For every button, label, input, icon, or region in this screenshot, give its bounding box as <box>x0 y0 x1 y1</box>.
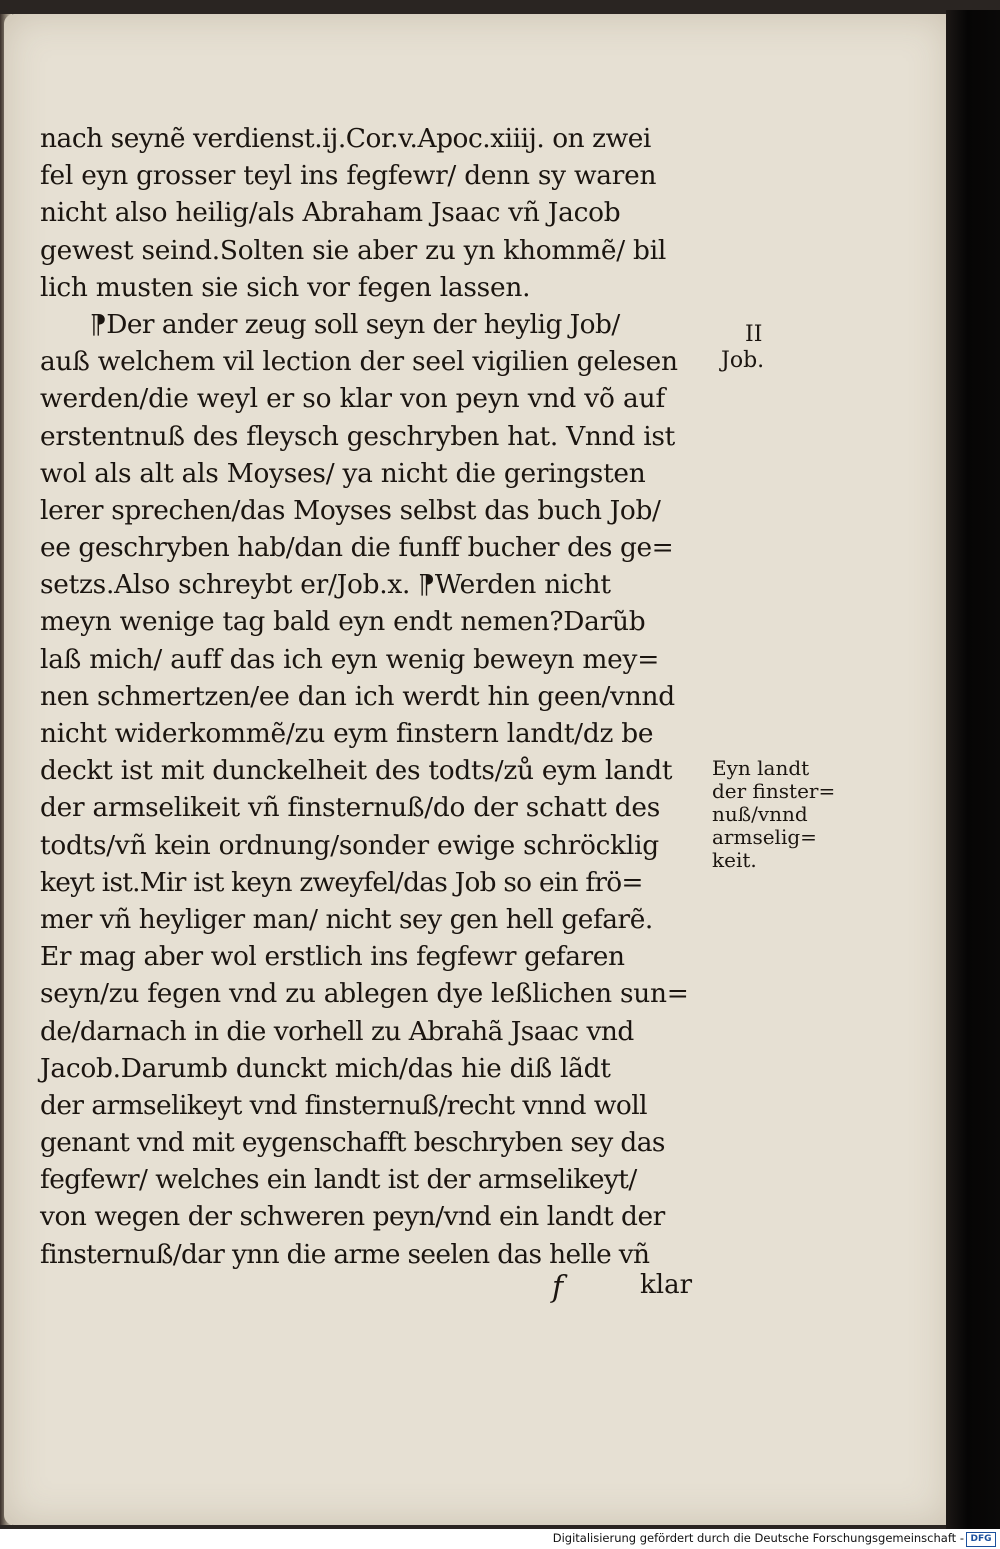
text-line-19: der armselikeit vñ finsternuß/do der schatt des <box>40 792 661 824</box>
text-line-26: Jacob.Darumb dunckt mich/das hie diß lãdt <box>40 1052 611 1084</box>
margin-note-landt <box>712 757 835 872</box>
text-line-20: todts/vñ kein ordnung/sonder ewige schröcklig <box>40 829 659 861</box>
text-line-29: fegfewr/ welches ein landt ist der armselikeyt/ <box>40 1164 637 1196</box>
text-line-14: meyn wenige tag bald eyn endt nemen?Darũb <box>40 606 646 638</box>
main-text-block <box>40 120 712 1273</box>
text-line-15: laß mich/ auff das ich eyn wenig beweyn mey= <box>40 643 660 675</box>
text-line-28: genant vnd mit eygenschafft beschryben sey das <box>40 1127 665 1159</box>
text-line-16: nen schmertzen/ee dan ich werdt hin geen/vnnd <box>40 680 675 712</box>
text-line-24: seyn/zu fegen vnd zu ablegen dye leßlichen sun= <box>40 978 689 1010</box>
text-line-31: finsternuß/dar ynn die arme seelen das helle vñ <box>40 1238 650 1270</box>
margin-note-job-label: Job. <box>721 348 765 373</box>
text-line-22: mer vñ heyliger man/ nicht sey gen hell gefarẽ. <box>40 903 653 935</box>
text-line-18: deckt ist mit dunckelheit des todts/zů eym landt <box>40 755 673 787</box>
text-line-2: fel eyn grosser teyl ins fegfewr/ denn sy waren <box>40 160 657 192</box>
margin-note-numeral: II <box>745 322 763 347</box>
text-line-12: ee geschryben hab/dan die funff bucher des ge= <box>40 532 674 564</box>
text-line-3: nicht also heilig/als Abraham Jsaac vñ Jacob <box>40 197 621 229</box>
margin-note-job <box>721 322 765 374</box>
signature-mark: f <box>552 1270 564 1305</box>
funding-credit: Digitalisierung gefördert durch die Deutsche Forschungsgemeinschaft - <box>552 1531 964 1545</box>
text-line-27: der armselikeyt vnd finsternuß/recht vnnd woll <box>40 1089 647 1121</box>
text-line-21: keyt ist.Mir ist keyn zweyfel/das Job so ein frö= <box>40 866 643 898</box>
text-line-13: setzs.Also schreybt er/Job.x. ⁋Werden nicht <box>40 569 611 601</box>
text-line-11: lerer sprechen/das Moyses selbst das buch Job/ <box>40 494 661 526</box>
margin-note-line: der finster= <box>712 779 836 803</box>
catchword: klar <box>640 1270 692 1300</box>
dfg-logo-icon: DFG <box>966 1532 996 1547</box>
page-edge-shadow <box>946 10 1000 1530</box>
text-line-6: ⁋Der ander zeug soll seyn der heylig Job/ <box>90 308 620 340</box>
text-line-5: lich musten sie sich vor fegen lassen. <box>40 271 531 303</box>
margin-note-line: nuß/vnnd <box>712 802 808 826</box>
text-line-25: de/darnach in die vorhell zu Abrahã Jsaac vnd <box>40 1015 634 1047</box>
margin-note-line: keit. <box>712 848 757 872</box>
text-line-8: werden/die weyl er so klar von peyn vnd võ auf <box>40 383 666 415</box>
text-line-17: nicht widerkommẽ/zu eym finstern landt/dz be <box>40 718 654 749</box>
text-line-7: auß welchem vil lection der seel vigilien gelesen <box>40 346 678 378</box>
margin-note-line: armselig= <box>712 825 817 849</box>
text-line-1: nach seynẽ verdienst.ij.Cor.v.Apoc.xiiij. on zwei <box>40 123 651 154</box>
text-line-30: von wegen der schweren peyn/vnd ein landt der <box>40 1201 665 1233</box>
text-line-9: erstentnuß des fleysch geschryben hat. Vnnd ist <box>40 420 676 452</box>
text-line-4: gewest seind.Solten sie aber zu yn khommẽ/ bil <box>40 234 667 266</box>
text-line-10: wol als alt als Moyses/ ya nicht die geringsten <box>40 457 646 489</box>
text-line-23: Er mag aber wol erstlich ins fegfewr gefaren <box>40 941 625 973</box>
margin-note-line: Eyn landt <box>712 756 810 780</box>
digitization-footer <box>0 1529 1000 1549</box>
